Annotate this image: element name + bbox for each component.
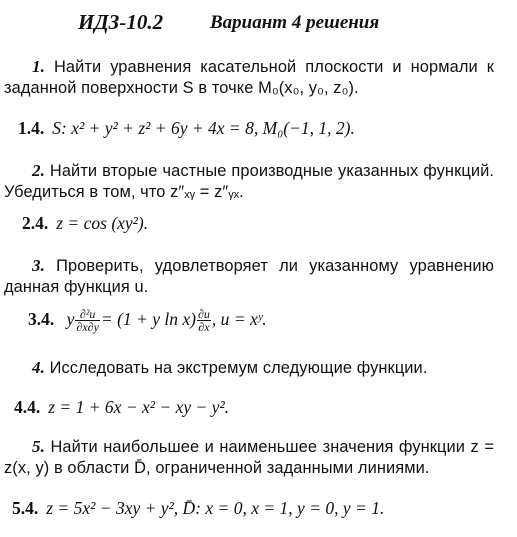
problem-5-4 [12, 498, 384, 519]
task-1-number: 1. [32, 57, 45, 76]
header [0, 8, 517, 38]
task-3-statement [4, 255, 494, 298]
task-4-text: Исследовать на экстремум следующие функции. [49, 359, 428, 377]
task-2-statement [4, 160, 494, 203]
problem-3-4-fraction-2: $\frac{\partial u}{\partial x}$ [197, 307, 210, 334]
problem-3-4-label: 3.4. [28, 308, 55, 329]
task-4-statement [4, 357, 494, 379]
problem-4-4 [14, 397, 229, 418]
task-3-text: Проверить, удовлетворяет ли указанному уравнению данная функция u. [4, 257, 495, 296]
task-1-statement [4, 56, 494, 99]
task-5-text: Найти наибольшее и наименьшее значения функции z = z(x, y) в области D̄, ограниченной заданными линиями. [4, 438, 494, 477]
task-4-number: 4. [32, 358, 45, 377]
problem-1-4-expr: S: x² + y² + z² + 6y + 4x = 8, M₀(−1, 1, 2). [52, 118, 355, 138]
problem-2-4 [22, 213, 148, 234]
problem-1-4 [18, 118, 355, 139]
problem-3-4-mid: = (1 + y ln x) [100, 308, 196, 329]
problem-3-4-y: y [66, 308, 75, 329]
problem-4-4-label: 4.4. [14, 397, 41, 417]
task-2-text: Найти вторые частные производные указанных функций. Убедиться в том, что z″ₓᵧ = z″ᵧₓ. [4, 162, 495, 201]
task-2-number: 2. [32, 161, 45, 180]
document-title: ИДЗ-10.2 [78, 10, 164, 34]
problem-3-4-tail: , u = xʸ. [211, 308, 267, 329]
problem-3-4 [28, 308, 267, 333]
problem-2-4-expr: z = cos (xy²). [56, 213, 149, 233]
problem-5-4-expr: z = 5x² − 3xy + y², D̄: x = 0, x = 1, y = 0, y = 1. [46, 498, 385, 518]
task-5-statement [4, 436, 494, 479]
variant-title: Вариант 4 решения [210, 12, 380, 33]
task-1-text: Найти уравнения касательной плоскости и нормали к заданной поверхности S в точке M₀(x₀, y₀, z₀). [4, 58, 494, 97]
problem-5-4-label: 5.4. [12, 498, 39, 518]
task-3-number: 3. [32, 256, 45, 275]
problem-2-4-label: 2.4. [22, 213, 49, 233]
task-5-number: 5. [32, 437, 45, 456]
problem-1-4-label: 1.4. [18, 118, 45, 138]
problem-3-4-fraction-1: $\frac{\text{∂²u}}{\partial x\partial y}$ [76, 307, 99, 334]
problem-4-4-expr: z = 1 + 6x − x² − xy − y². [48, 397, 230, 417]
